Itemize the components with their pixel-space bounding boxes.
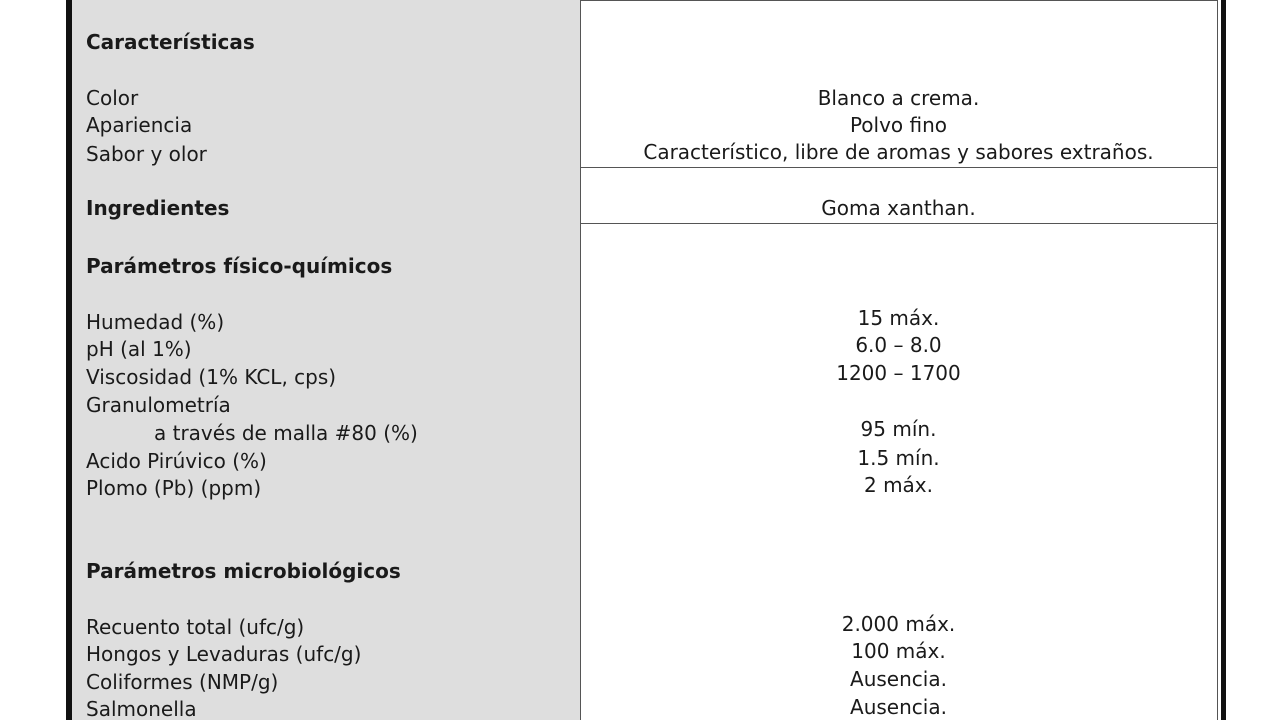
- section-title-microbiologicos: Parámetros microbiológicos: [86, 559, 401, 583]
- param-label: Plomo (Pb) (ppm): [86, 476, 262, 500]
- param-label: Apariencia: [86, 113, 193, 137]
- ingredient-value: Goma xanthan.: [821, 196, 976, 220]
- param-label: Hongos y Levaduras (ufc/g): [86, 642, 362, 666]
- param-label: Recuento total (ufc/g): [86, 615, 305, 639]
- param-value: Ausencia.: [850, 667, 947, 691]
- section-title-caracteristicas: Características: [86, 30, 255, 54]
- param-value: Blanco a crema.: [817, 86, 980, 110]
- param-label: a través de malla #80 (%): [154, 421, 418, 445]
- row-divider: [580, 167, 1217, 168]
- param-label: Salmonella: [86, 697, 197, 721]
- param-value: Característico, libre de aromas y sabores extraños.: [643, 140, 1154, 164]
- param-label: Granulometría: [86, 393, 231, 417]
- param-value: Polvo fino: [849, 113, 948, 137]
- param-label: Color: [86, 86, 139, 110]
- section-title-ingredientes: Ingredientes: [86, 196, 230, 220]
- param-label: Sabor y olor: [86, 142, 207, 166]
- param-label: Viscosidad (1% KCL, cps): [86, 365, 337, 389]
- param-value: 6.0 – 8.0: [855, 333, 942, 357]
- param-value: 1200 – 1700: [836, 361, 961, 385]
- param-label: pH (al 1%): [86, 337, 192, 361]
- section-title-fisico-quimicos: Parámetros físico-químicos: [86, 254, 393, 278]
- param-value: 100 máx.: [851, 639, 946, 663]
- param-value: 2.000 máx.: [841, 612, 956, 636]
- param-value: 15 máx.: [857, 306, 940, 330]
- param-value: 2 máx.: [863, 473, 933, 497]
- param-value: 95 mín.: [860, 417, 937, 441]
- param-value: 1.5 mín.: [857, 446, 940, 470]
- param-value: Ausencia.: [850, 695, 947, 719]
- row-divider: [580, 223, 1217, 224]
- sheet-right-border: [1221, 0, 1226, 720]
- spec-sheet: [66, 0, 1226, 720]
- row-divider: [580, 0, 1217, 1]
- param-label: Humedad (%): [86, 310, 225, 334]
- param-label: Coliformes (NMP/g): [86, 670, 279, 694]
- param-label: Acido Pirúvico (%): [86, 449, 267, 473]
